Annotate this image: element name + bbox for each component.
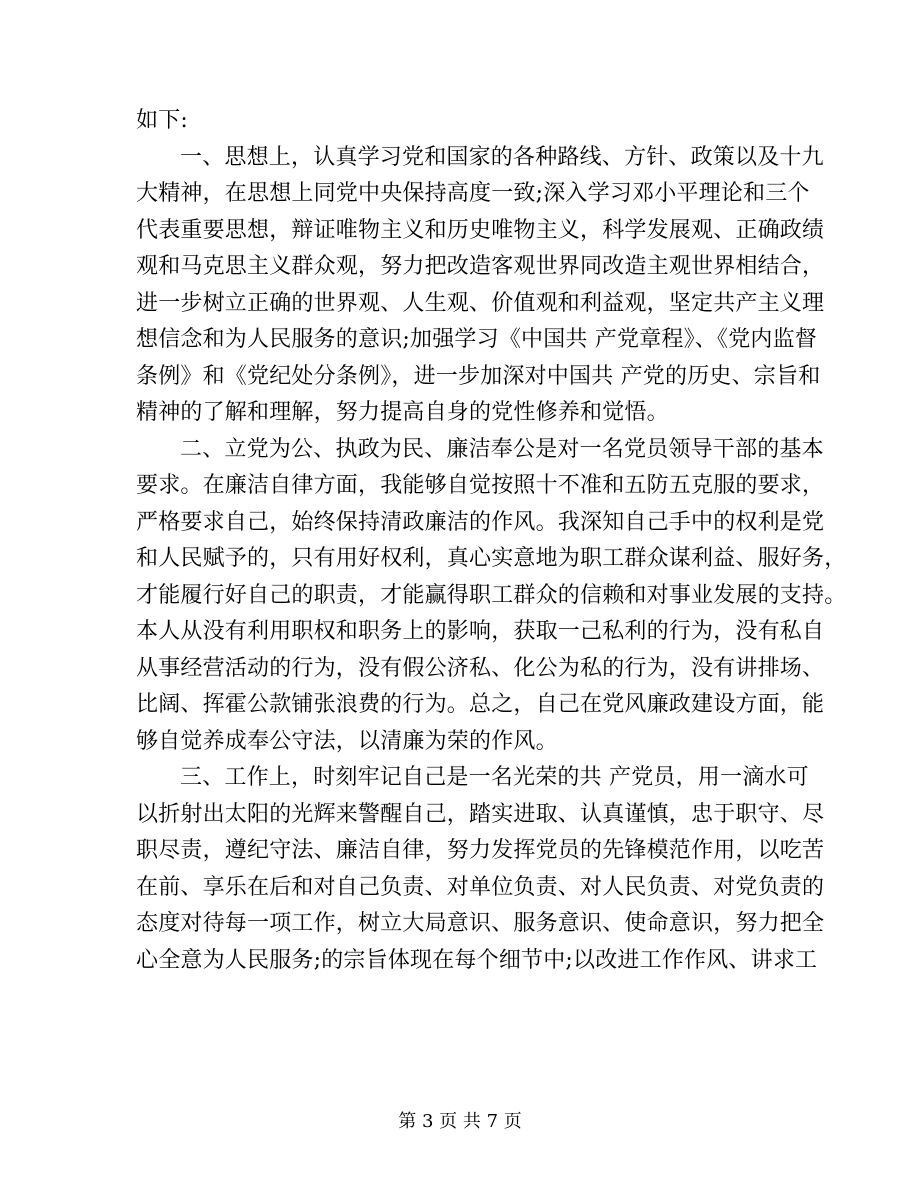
text-line: 进一步树立正确的世界观、人生观、价值观和利益观，坚定共产主义理 — [136, 290, 825, 316]
text-line: 想信念和为人民服务的意识;加强学习《中国共 产党章程》、《党内监督 — [136, 327, 818, 352]
text-line: 心全意为人民服务;的宗旨体现在每个细节中;以改进工作作风、讲求工 — [136, 947, 818, 973]
text-line: 够自觉养成奉公守法，以清廉为荣的作风。 — [136, 728, 558, 754]
text-line: 大精神，在思想上同党中央保持高度一致;深入学习邓小平理论和三个 — [136, 181, 810, 206]
text-line: 比阔、挥霍公款铺张浪费的行为。总之，自己在党风廉政建设方面，能 — [136, 692, 825, 717]
text-line: 严格要求自己，始终保持清政廉洁的作风。我深知自己手中的权利是党 — [136, 509, 825, 535]
text-line: 如下: — [136, 108, 189, 133]
text-line: 以折射出太阳的光辉来警醒自己，踏实进取、认真谨慎，忠于职守、尽 — [136, 801, 825, 827]
paragraph-first-line: 二、立党为公、执政为民、廉洁奉公是对一名党员领导干部的基本 — [180, 436, 824, 462]
text-line: 和人民赋予的，只有用好权利，真心实意地为职工群众谋利益、服好务， — [136, 546, 847, 571]
text-line: 从事经营活动的行为，没有假公济私、化公为私的行为，没有讲排场、 — [136, 655, 825, 681]
paragraph-first-line: 三、工作上，时刻牢记自己是一名光荣的共 产党员，用一滴水可 — [180, 765, 809, 790]
text-line: 条例》和《党纪处分条例》，进一步加深对中国共 产党的历史、宗旨和 — [136, 363, 821, 389]
document-body — [136, 103, 847, 979]
paragraph-first-line: 一、思想上，认真学习党和国家的各种路线、方针、政策以及十九 — [180, 144, 824, 170]
text-line: 态度对待每一项工作，树立大局意识、服务意识、使命意识，努力把全 — [136, 911, 825, 936]
text-line: 观和马克思主义群众观，努力把改造客观世界同改造主观世界相结合， — [136, 254, 825, 279]
page-number-footer: 第 3 页 共 7 页 — [398, 1111, 522, 1132]
text-line: 职尽责，遵纪守法、廉洁自律，努力发挥党员的先锋模范作用，以吃苦 — [136, 838, 825, 863]
text-line: 代表重要思想，辩证唯物主义和历史唯物主义，科学发展观、正确政绩 — [136, 217, 825, 243]
text-line: 要求。在廉洁自律方面，我能够自觉按照十不准和五防五克服的要求， — [136, 473, 825, 498]
text-line: 精神的了解和理解，努力提高自身的党性修养和觉悟。 — [136, 400, 669, 425]
text-line: 在前、享乐在后和对自己负责、对单位负责、对人民负责、对党负责的 — [136, 874, 825, 900]
text-line: 本人从没有利用职权和职务上的影响，获取一己私利的行为，没有私自 — [136, 619, 825, 644]
text-line: 才能履行好自己的职责，才能赢得职工群众的信赖和对事业发展的支持。 — [136, 582, 847, 608]
